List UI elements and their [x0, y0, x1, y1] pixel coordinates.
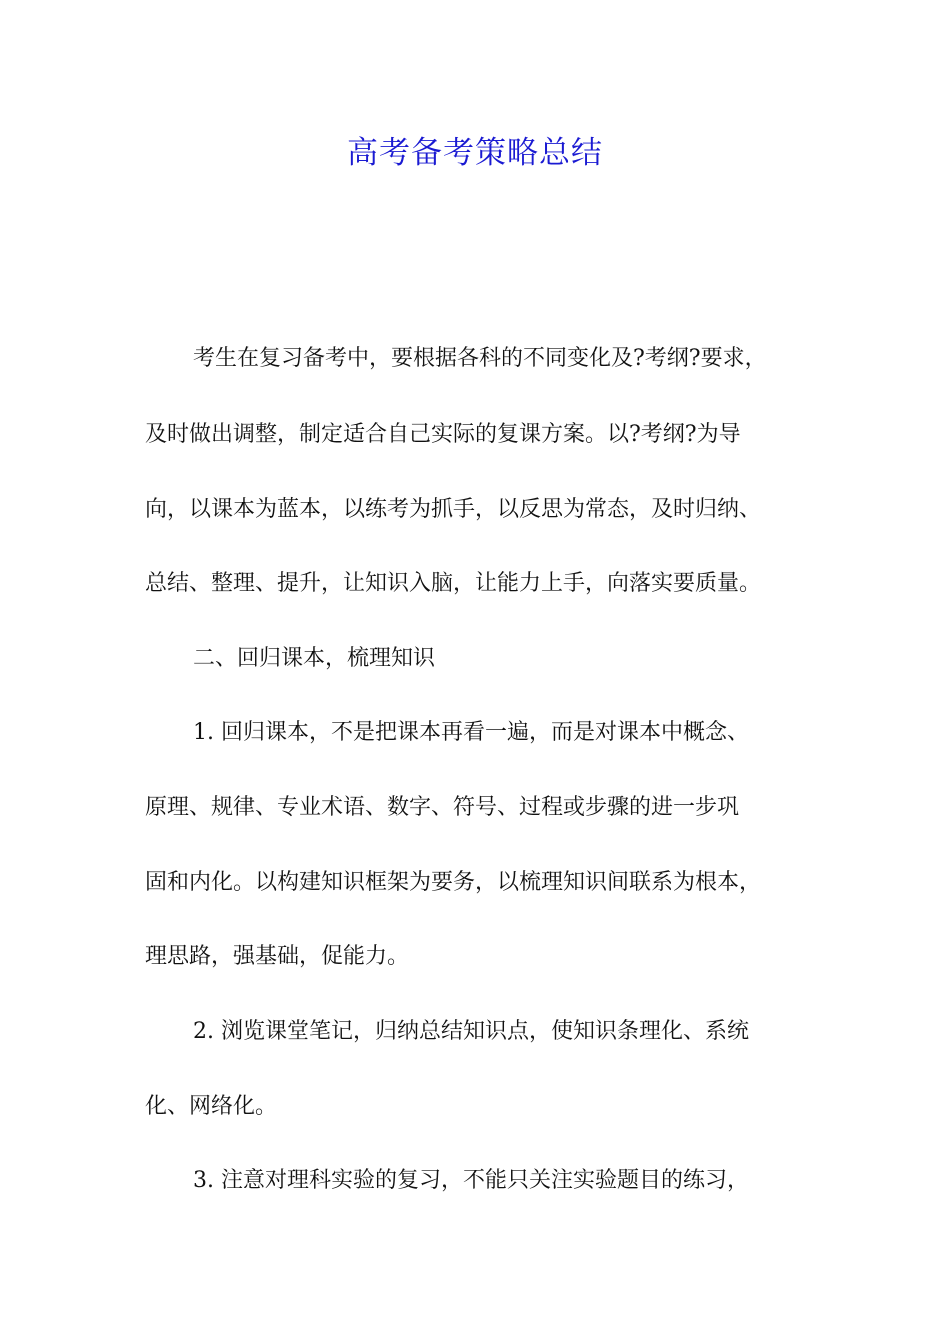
paragraph-line: 及时做出调整，制定适合自己实际的复课方案。以?考纲?为导	[145, 422, 741, 447]
paragraph-line: 原理、规律、专业术语、数字、符号、过程或步骤的进一步巩	[145, 795, 740, 820]
section-heading: 二、回归课本，梳理知识	[193, 646, 436, 671]
paragraph-line: 2. 浏览课堂笔记，归纳总结知识点，使知识条理化、系统	[193, 1019, 749, 1044]
paragraph-line: 考生在复习备考中，要根据各科的不同变化及?考纲?要求，	[193, 346, 767, 371]
paragraph-line: 化、网络化。	[145, 1094, 278, 1119]
paragraph-line: 向，以课本为蓝本，以练考为抓手，以反思为常态，及时归纳、	[145, 497, 762, 522]
document-title: 高考备考策略总结	[347, 135, 603, 171]
paragraph-line: 理思路，强基础，促能力。	[145, 944, 410, 969]
paragraph-line: 3. 注意对理科实验的复习，不能只关注实验题目的练习，	[193, 1168, 749, 1193]
paragraph-line: 1. 回归课本，不是把课本再看一遍，而是对课本中概念、	[193, 720, 749, 745]
paragraph-line: 固和内化。以构建知识框架为要务，以梳理知识间联系为根本，	[145, 870, 762, 895]
paragraph-line: 总结、整理、提升，让知识入脑，让能力上手，向落实要质量。	[145, 571, 762, 596]
